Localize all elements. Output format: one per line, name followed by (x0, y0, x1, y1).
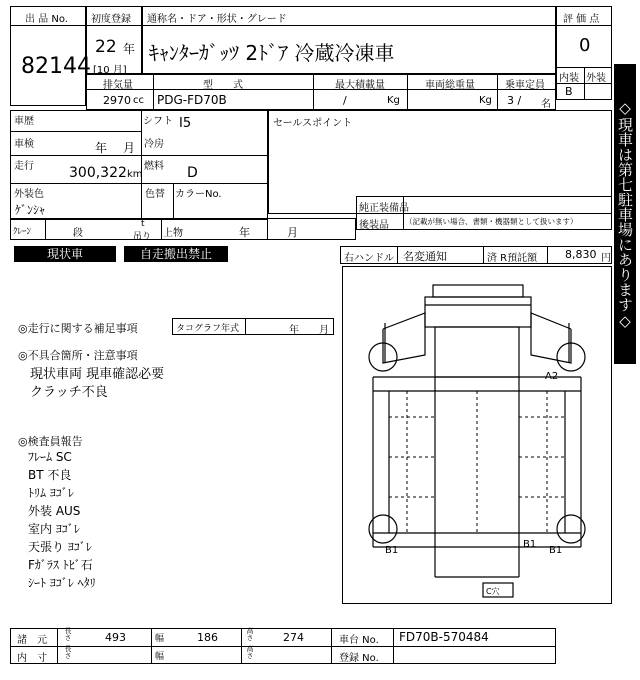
car-name: ｷｬﾝﾀｰｶﾞｯﾂ 2ﾄﾞｱ 冷蔵冷凍車 (149, 41, 395, 65)
inspector-line-6: 天張り ﾖｺﾞﾚ (28, 540, 92, 554)
lot-number-box (10, 6, 91, 106)
inspector-line-8: ｼｰﾄ ﾖｺﾞﾚ ﾍﾀﾘ (28, 576, 96, 590)
displacement-unit: cc (133, 95, 144, 106)
inner-height-label: 高さ (246, 645, 254, 659)
color-code-label: 色替 (145, 189, 165, 200)
model-label: 型 式 (203, 80, 243, 91)
fuel-value: D (187, 165, 198, 181)
tachograph-month-unit: 月 (319, 325, 329, 336)
recycle-value: 8,830 (565, 248, 597, 261)
crane-label: ｸﾚｰﾝ (13, 227, 32, 237)
crane-lift-label: 吊り (133, 232, 152, 242)
crane-stage-label: 段 (73, 228, 83, 239)
inspector-line-7: Fｶﾞﾗｽ ﾄﾋﾞ石 (28, 558, 93, 572)
length-label: 長さ (64, 627, 72, 641)
fuel-label: 燃料 (144, 161, 164, 172)
aftermarket-note: （記載が無い場合、書類・機器類として扱います） (405, 217, 578, 226)
model-value: PDG-FD70B (157, 93, 227, 107)
width-label: 幅 (155, 634, 165, 644)
inspector-line-2: BT 不良 (28, 468, 72, 482)
inspector-line-4: 外装 AUS (28, 504, 81, 518)
name-change-label: 名変通知 (403, 250, 447, 263)
damage-diagram (342, 266, 612, 604)
tachograph-year-unit: 年 (289, 325, 299, 336)
self-drive-prohibited-badge: 自走搬出禁止 (124, 246, 228, 262)
capacity-value: 3 / (507, 94, 522, 107)
selling-points-label: セールスポイント (273, 118, 353, 129)
car-name-label: 通称名・ドア・形状・グレード (147, 14, 287, 25)
tachograph-label: タコグラフ年式 (176, 324, 240, 334)
first-registration-label: 初度登録 (91, 14, 131, 25)
chassis-value: FD70B-570484 (399, 630, 489, 644)
mileage-value: 300,322 (69, 165, 127, 181)
registration-no-label: 登録 No. (339, 653, 379, 664)
score-box (556, 6, 612, 100)
equipment-box (356, 196, 612, 230)
c-hole-label: C穴 (486, 587, 500, 596)
lot-number: 82144 (21, 54, 91, 79)
damage-mark-b1-rear-center: B1 (523, 539, 537, 550)
interior-grade-label: 内装 (559, 73, 579, 84)
spec-row (86, 74, 556, 110)
aftermarket-label: 後装品 (359, 220, 389, 231)
inner-dimensions-label: 内 寸 (17, 653, 47, 664)
inspector-line-1: ﾌﾚｰﾑ SC (28, 450, 72, 464)
inspection-month-unit: 月 (123, 141, 136, 155)
defect-line-2: クラッチ不良 (30, 385, 108, 400)
interior-grade: B (565, 85, 573, 98)
score-label: 評 価 点 (563, 14, 600, 25)
recycle-unit: 円 (601, 253, 611, 264)
gross-weight-unit: Kg (479, 95, 492, 106)
right-handle: 右ハンドル (344, 253, 394, 264)
body-month-unit: 月 (287, 226, 298, 239)
damage-mark-b1-rear-right: B1 (549, 545, 563, 556)
damage-mark-b1-rear-left: B1 (385, 545, 399, 556)
displacement-value: 2970 (103, 94, 131, 107)
driving-notes-label: ◎走行に関する補足事項 (18, 322, 138, 335)
max-load-unit: Kg (387, 95, 400, 106)
height-value: 274 (283, 631, 304, 644)
chassis-label: 車台 No. (339, 635, 379, 646)
inspection-year-unit: 年 (95, 141, 108, 155)
inspector-line-5: 室内 ﾖｺﾞﾚ (28, 522, 80, 536)
body-label: 上物 (163, 228, 183, 239)
defects-label: ◎不具合箇所・注意事項 (18, 349, 138, 362)
status-row (340, 246, 612, 264)
tachograph-box (172, 318, 334, 335)
parking-location-text: ◇現車は第七駐車場にあります◇ (616, 98, 634, 330)
first-registration-box (86, 6, 142, 74)
dimensions-label: 諸 元 (17, 635, 47, 646)
inspector-line-3: ﾄﾘﾑ ﾖｺﾞﾚ (28, 486, 74, 500)
recycle-label: 済 R預託額 (487, 253, 538, 264)
current-condition-badge: 現状車 (14, 246, 116, 262)
height-label: 高さ (246, 627, 254, 641)
crane-row (10, 218, 356, 240)
registration-month: [10 月] (93, 65, 127, 76)
gross-weight-label: 車両総重量 (425, 80, 475, 91)
defect-line-1: 現状車両 現車確認必要 (30, 367, 165, 382)
exterior-grade-label: 外装 (586, 73, 606, 84)
inner-width-label: 幅 (155, 652, 165, 662)
body-year-unit: 年 (239, 226, 250, 239)
mileage-label: 走行 (14, 161, 34, 172)
score-value: 0 (579, 35, 591, 56)
inner-length-label: 長さ (64, 645, 72, 659)
footer-specs (10, 628, 556, 664)
color-label: 外装色 (14, 189, 44, 200)
capacity-label: 乗車定員 (505, 80, 545, 91)
parking-location-band (614, 64, 636, 364)
car-name-box (142, 6, 556, 74)
registration-year-unit: 年 (123, 42, 136, 56)
color-no-label: カラーNo. (175, 189, 222, 200)
width-value: 186 (197, 631, 218, 644)
crane-ton-label: t (141, 219, 145, 229)
lot-number-label: 出 品 No. (25, 14, 68, 25)
truck-outline (343, 267, 611, 603)
inspector-report-label: ◎検査員報告 (18, 435, 83, 448)
history-label: 車歴 (14, 116, 34, 127)
max-load-value: / (343, 94, 347, 107)
max-load-label: 最大積載量 (335, 80, 385, 91)
shift-label: シフト (143, 116, 173, 127)
color-value: ｹﾞﾝｼｬ (15, 203, 46, 217)
ac-label: 冷房 (144, 139, 164, 150)
length-value: 493 (105, 631, 126, 644)
shift-value: I5 (179, 116, 192, 131)
registration-year: 22 (95, 37, 117, 57)
capacity-unit: 名 (541, 99, 551, 110)
displacement-label: 排気量 (103, 80, 133, 91)
damage-mark-a2: A2 (545, 371, 559, 382)
inspection-label: 車検 (14, 139, 34, 150)
equipment-label: 純正装備品 (359, 203, 409, 214)
mileage-unit: km (127, 169, 143, 180)
